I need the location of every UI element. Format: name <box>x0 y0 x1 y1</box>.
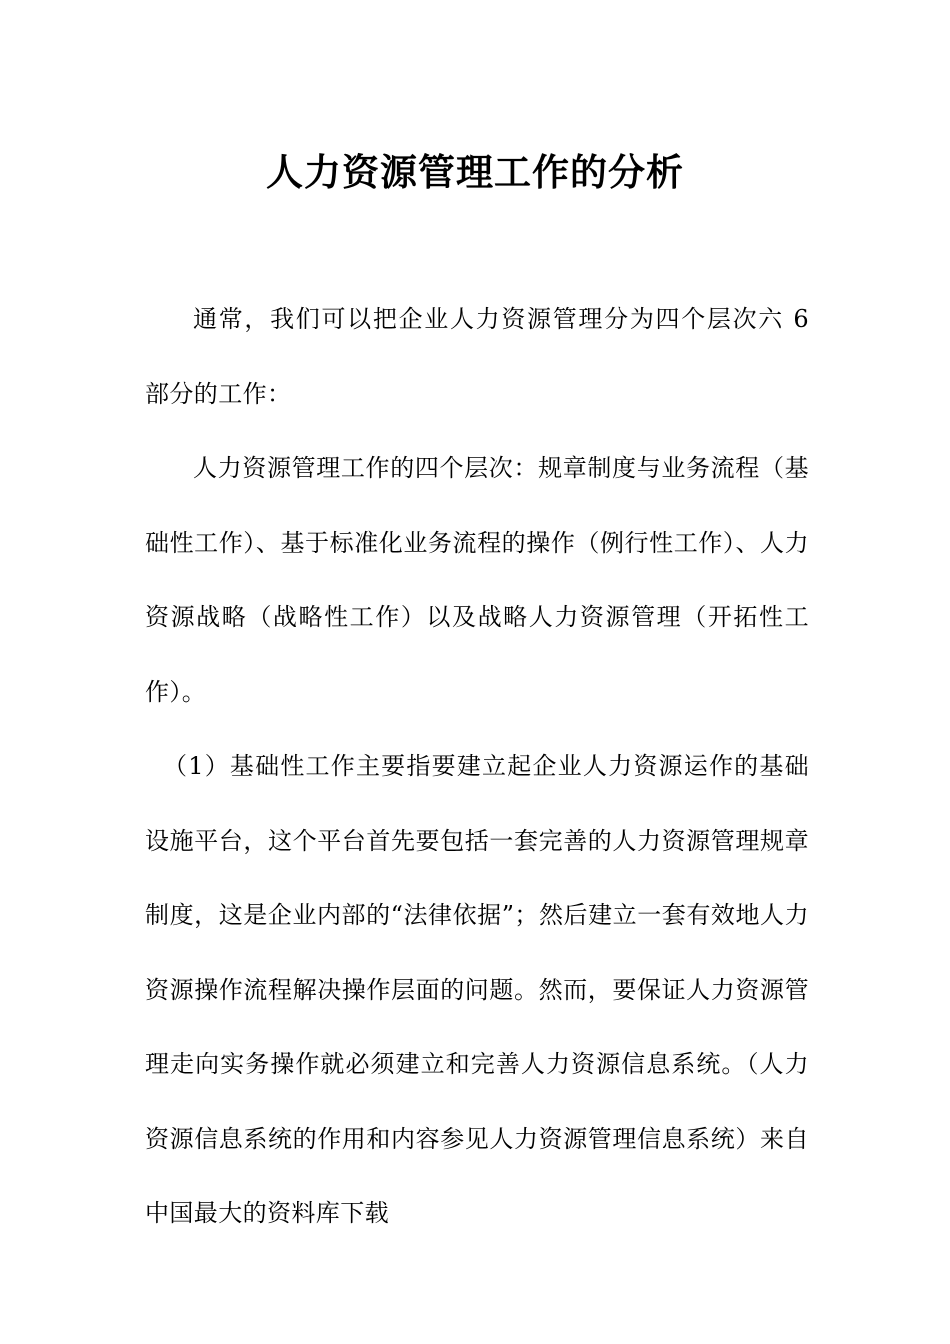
document-body <box>145 282 834 1251</box>
paragraph-basic-work: （1）基础性工作主要指要建立起企业人力资源运作的基础设施平台，这个平台首先要包括一套完善的人力资源管理规章制度，这是企业内部的“法律依据”；然后建立一套有效地人力资源操作流程解决操作层面的问题。然而，要保证人力资源管理走向实务操作就必须建立和完善人力资源信息系统。（人力资源信息系统的作用和内容参见人力资源管理信息系统）来自 中国最大的资料库下载 <box>145 752 834 1227</box>
paragraph-intro: 通常，我们可以把企业人力资源管理分为四个层次六 6 部分的工作： <box>145 305 809 408</box>
paragraph-four-levels: 人力资源管理工作的四个层次：规章制度与业务流程（基础性工作）、基于标准化业务流程的操作（例行性工作）、人力资源战略（战略性工作）以及战略人力资源管理（开拓性工作）。 <box>145 454 809 706</box>
document-title: 人力资源管理工作的分析 <box>266 150 684 194</box>
